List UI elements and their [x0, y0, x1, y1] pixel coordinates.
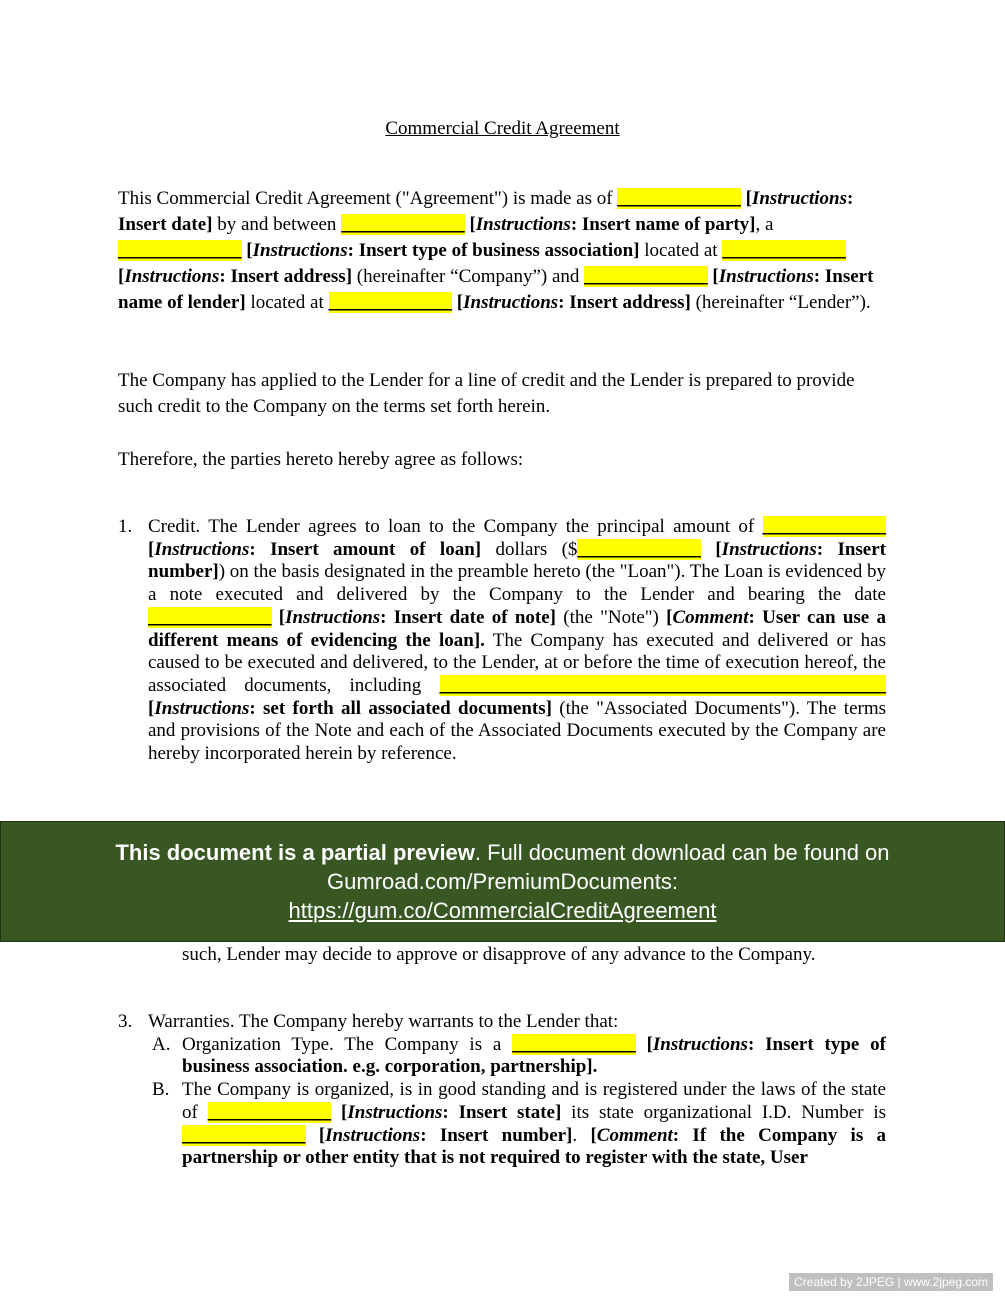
- company-address-blank[interactable]: _____________: [722, 240, 846, 261]
- organization-type-blank[interactable]: _____________: [512, 1033, 636, 1055]
- date-blank[interactable]: _____________: [617, 188, 741, 209]
- intro-paragraph: This Commercial Credit Agreement ("Agreement") is made as of _____________ [Instructions: Insert date] by and between _____________ [Instructions: Insert name of party], a _____________ [Instructions: Insert type of business association] located at _____________ [Instructions: Insert address] (hereinafter “Company”) and _____________ [Instructions: Insert name of lender] located at _____________ [Instructions: Insert address] (hereinafter “Lender”).: [118, 188, 874, 313]
- banner-line-2: Gumroad.com/PremiumDocuments:: [327, 869, 678, 894]
- lender-address-blank[interactable]: _____________: [328, 292, 453, 313]
- section-number: 1.: [118, 516, 133, 537]
- warranty-b: B. The Company is organized, is in good standing and is registered under the laws of the state of _____________ [Instructions: Insert state] its state organizational I.D. Number is _____________ [Instructions: Insert number]. [Comment: If the Company is a partnership or other entity that is not required to register with the state, User: [152, 1079, 887, 1169]
- note-date-blank[interactable]: _____________: [148, 606, 272, 628]
- loan-number-blank[interactable]: _____________: [577, 538, 701, 560]
- recital-paragraph: The Company has applied to the Lender for a line of credit and the Lender is prepared to provide such credit to the Company on the terms set forth herein.: [118, 370, 855, 417]
- warranty-a: A. Organization Type. The Company is a _____________ [Instructions: Insert type of business association. e.g. corporation, partnership].: [152, 1033, 886, 1078]
- loan-amount-blank[interactable]: _____________: [762, 516, 886, 537]
- banner-bold-text: This document is a partial preview: [115, 840, 475, 865]
- document-title: Commercial Credit Agreement: [385, 118, 620, 139]
- section-2-tail: such, Lender may decide to approve or disapprove of any advance to the Company.: [182, 944, 816, 965]
- section-warranties: 3. Warranties. The Company hereby warrants to the Lender that: A. Organization Type. The Company is a _____________ [Instructions: Insert type of business association. e.g. corporation, partnership]. B. The Company is organized, is in good standing and is registered under the laws of the state of _____________ [Instructions: Insert state] its state organizational I.D. Number is _____________ [Instructions: Insert number]. [Comment: If the Company is a partnership or other entity that is not required to register with the state, User: [118, 1011, 887, 1169]
- watermark: Created by 2JPEG | www.2jpeg.com: [789, 1273, 993, 1291]
- state-blank[interactable]: _____________: [207, 1101, 332, 1123]
- org-id-blank[interactable]: _____________: [182, 1124, 306, 1146]
- party-name-blank[interactable]: _____________: [341, 214, 465, 235]
- section-number: 3.: [118, 1011, 133, 1032]
- associated-documents-blank[interactable]: _______________________________________________: [439, 674, 886, 696]
- association-type-blank[interactable]: _____________: [118, 240, 242, 261]
- section-credit: 1. Credit. The Lender agrees to loan to the Company the principal amount of _____________ [Instructions: Insert amount of loan] dollars ($_____________ [Instructions: Insert number]) on the basis designated in the preamble hereto (the "Loan"). The Loan is evidenced by a note executed and delivered by the Company to the Lender and bearing the date _____________ [Instructions: Insert date of note] (the "Note") [Comment: User can use a different means of evidencing the loan]. The Company has executed and delivered or has caused to be executed and delivered, to the Lender, at or before the time of execution hereof, the associated documents, including _______________________________________________ [Instructions: set forth all associated documents] (the "Associated Documents"). The terms and provisions of the Note and each of the Associated Documents executed by the Company are hereby incorporated herein by reference.: [118, 516, 887, 765]
- preview-banner: This document is a partial preview. Full document download can be found on Gumroad.com/PremiumDocuments: https://gum.co/CommercialCreditAgreement: [0, 821, 1005, 942]
- agreement-lead-in: Therefore, the parties hereto hereby agree as follows:: [118, 449, 524, 470]
- lender-name-blank[interactable]: _____________: [584, 266, 708, 287]
- download-link[interactable]: https://gum.co/CommercialCreditAgreement: [288, 898, 717, 923]
